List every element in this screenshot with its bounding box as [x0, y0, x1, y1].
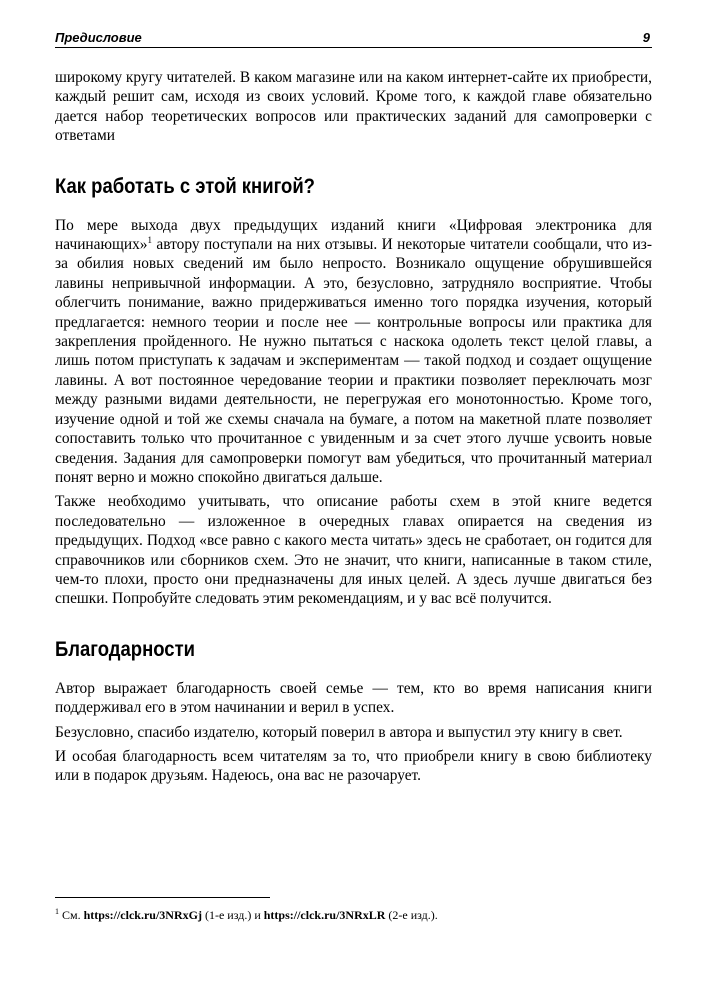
footnote-divider [55, 897, 270, 898]
how-to-work-paragraph-2: Также необходимо учитывать, что описание работы схем в этой книге ведется последовательно — изложенное в очередных главах опирается на сведения из предыдущих. Подход «все равно с какого места читать» здесь не сработает, он годится для справочников или сборников схем. Это не значит, что книги, написанные в таком стиле, чем-то плохи, просто они предназначены для иных целей. А здесь лучше двигаться без спешки. Попробуйте следовать этим рекомендациям, и у вас всё получится. [55, 493, 652, 608]
acknowledgements-paragraph-2: Безусловно, спасибо издателю, который поверил в автора и выпустил эту книгу в свет. [55, 723, 623, 741]
acknowledgements-paragraph-3: И особая благодарность всем читателям за то, что приобрели книгу в свою библиотеку или в подарок друзьям. Надеюсь, она вас не разочарует. [55, 747, 652, 785]
page-content [55, 68, 652, 786]
footnote-reference: 1 [147, 234, 152, 245]
how-to-work-paragraph-1-rest: автору поступали на них отзывы. И некоторые читатели сообщали, что из-за обилия новых сведений им было непросто. Возникало ощущение обрушившейся лавины непривычной информации. А это, безусловно, затрудняло восприятие. Чтобы облегчить понимание, важно придерживаться именно того порядка изучения, который предлагается: немного теории и после нее — контрольные вопросы или практика для закрепления пройденного. Не нужно пытаться с наскока одолеть текст целой главы, а лишь потом приступать к задачам и экспериментам — такой подход и создает ощущение лавины. А вот постоянное чередование теории и практики позволяет переключать мозг между разными видами деятельности, не перегружая его монотонностью. Кроме того, изучение одной и той же схемы сначала на бумаге, а потом на макетной плате позволяет сопоставить только что прочитанное с увиденным и за счет этого лучше усвоить новые сведения. Задания для самопроверки помогут вам убедиться, что прочитанный материал понят верно и можно спокойно двигаться дальше. [55, 236, 652, 486]
footnote-link-second-edition[interactable]: https://clck.ru/3NRxLR [263, 908, 386, 922]
section-heading-acknowledgements: Благодарности [55, 637, 196, 661]
section-heading-how-to-work: Как работать с этой книгой? [55, 174, 315, 198]
running-header [55, 30, 652, 48]
footnote-link-first-edition[interactable]: https://clck.ru/3NRxGj [83, 908, 202, 922]
footnote [55, 908, 652, 923]
page-number: 9 [642, 30, 650, 45]
intro-paragraph: широкому кругу читателей. В каком магазине или на каком интернет-сайте их приобрести, каждый решит сам, исходя из своих условий. Кроме того, к каждой главе обязательно дается набор теоретических вопросов или практических заданий для самопроверки с ответами [55, 69, 652, 145]
page [55, 30, 652, 786]
footnote-prefix: См. [59, 908, 84, 922]
running-header-section-title: Предисловие [55, 30, 142, 45]
footnote-number: 1 [55, 907, 59, 916]
footnote-edition-2-label: (2-е изд.). [385, 908, 438, 922]
footnote-edition-1-label: (1-е изд.) и [201, 908, 264, 922]
how-to-work-paragraph-1 [55, 216, 652, 488]
acknowledgements-paragraph-1: Автор выражает благодарность своей семье — тем, кто во время написания книги поддерживал его в этом начинании и верил в успех. [55, 679, 652, 717]
how-to-work-paragraph-1-start: По мере выхода двух предыдущих изданий книги «Цифровая электроника для начинающих» [55, 216, 652, 254]
